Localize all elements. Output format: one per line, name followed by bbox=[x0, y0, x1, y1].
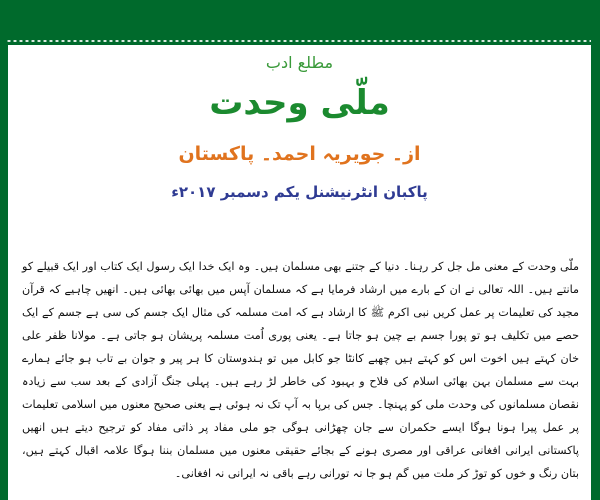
right-border bbox=[591, 0, 600, 500]
article-title: ملّی وحدت bbox=[209, 83, 390, 123]
dotted-divider bbox=[6, 40, 594, 42]
category-label: مطلع ادب bbox=[265, 53, 334, 72]
top-border bbox=[0, 0, 600, 40]
article-author: از۔ جویریہ احمد۔ پاکستان bbox=[178, 143, 421, 165]
article-source: پاکبان انٹرنیشنل یکم دسمبر ۲۰۱۷ء bbox=[171, 183, 428, 201]
body-paragraph: ملّی وحدت کے معنی مل جل کر رہنا۔ دنیا کے جتنے بھی مسلمان ہیں۔ وہ ایک خدا ایک رسول ایک کتاب اور ایک قبیلے کو مانتے ہیں۔ اللہ تعالی نے ان کے بارے میں ارشاد فرمایا ہے کہ مسلمان آپس میں بھائی بھائی ہیں۔ انھیں چاہیے کہ قرآن مجید کی تعلیمات پر عمل کریں نبی اکرم ﷺ کا ارشاد ہے کہ امت مسلمہ کی مثال ایک جسم کی سی ہے جسم کے ایک حصے میں تکلیف ہو تو پورا جسم بے چین ہو جاتا ہے۔ یعنی پوری اُمت مسلمہ پریشان ہو جاتی ہے۔ مولانا ظفر علی خان کہتے ہیں اخوت اس کو کہتے ہیں چھبے کانٹا جو کابل میں تو ہندوستان کا ہر پیر و جوان بے تاب ہو جائے ہمارے بہت سے مسلمان بہن بھائی اسلام کی فلاح و بہبود کی خاطر لڑ رہے ہیں۔ پہلی جنگ آزادی کے بعد سب سے زیادہ نقصان مسلمانوں کی وحدت ملی کو پہنچا۔ جس کی برپا بہ آپ تک نہ ہوئی ہے یعنی صحیح معنوں میں اسلامی تعلیمات پر عمل پیرا ہونا ہوگا ایسے حکمران سے جان چھڑانی ہوگی جو ملی مفاد پر ذاتی مفاد کو ترجیح دیتے ہیں انھیں پاکستانی ایرانی افغانی عراقی اور مصری ہونے کے بجائے حقیقی معنوں میں مسلمان بننا ہوگا علامہ اقبال کہتے ہیں، بتان رنگ و خوں کو توڑ کر ملت میں گم ہو جا نہ تورانی رہے باقی نہ ایرانی نہ افغانی۔ bbox=[22, 260, 579, 480]
article-body bbox=[22, 255, 579, 485]
article-page bbox=[8, 45, 591, 500]
